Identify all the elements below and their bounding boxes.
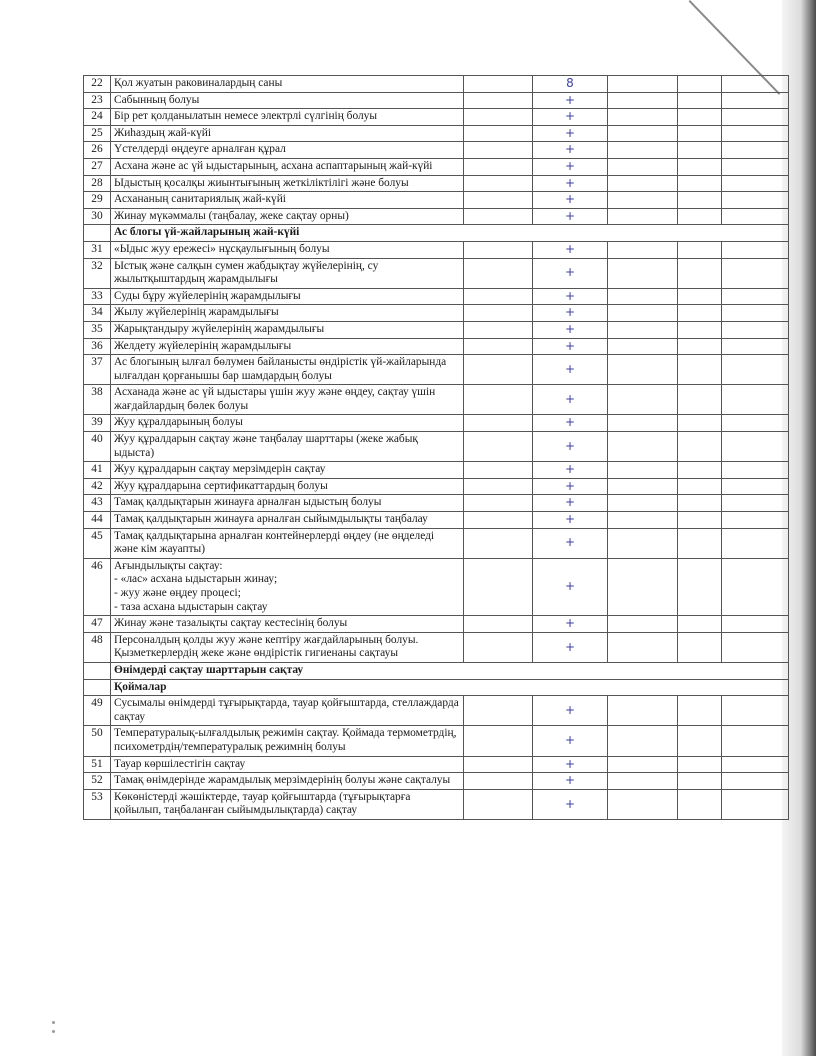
empty-cell bbox=[722, 142, 789, 159]
requirement-text: Жылу жүйелерінің жарамдылығы bbox=[111, 305, 464, 322]
handwritten-mark: + bbox=[533, 512, 608, 529]
requirement-text: Жуу құралдарының болуы bbox=[111, 415, 464, 432]
empty-cell bbox=[678, 415, 722, 432]
empty-cell bbox=[608, 495, 678, 512]
scan-speck bbox=[52, 1021, 55, 1024]
empty-cell bbox=[464, 558, 533, 615]
empty-cell bbox=[464, 696, 533, 726]
empty-cell bbox=[608, 109, 678, 126]
checklist-row bbox=[84, 158, 789, 175]
row-number: 43 bbox=[84, 495, 111, 512]
empty-cell bbox=[678, 109, 722, 126]
empty-cell bbox=[608, 558, 678, 615]
empty-cell bbox=[608, 175, 678, 192]
empty-cell bbox=[464, 355, 533, 385]
empty-cell bbox=[608, 125, 678, 142]
empty-cell bbox=[464, 158, 533, 175]
checklist-row bbox=[84, 76, 789, 93]
handwritten-mark: + bbox=[533, 773, 608, 790]
empty-cell bbox=[678, 175, 722, 192]
empty-cell bbox=[464, 756, 533, 773]
empty-cell bbox=[464, 321, 533, 338]
row-number: 42 bbox=[84, 478, 111, 495]
empty-cell bbox=[678, 158, 722, 175]
row-number: 27 bbox=[84, 158, 111, 175]
empty-cell bbox=[722, 632, 789, 662]
empty-cell bbox=[722, 773, 789, 790]
row-number: 22 bbox=[84, 76, 111, 93]
empty-cell bbox=[464, 632, 533, 662]
empty-cell bbox=[722, 109, 789, 126]
handwritten-mark: + bbox=[533, 192, 608, 209]
empty-cell bbox=[608, 305, 678, 322]
requirement-text: Температуралық-ылғалдылық режимін сақтау. Қоймада термометрдің, психометрдің/температуралық режимнің болуы bbox=[111, 726, 464, 756]
row-number: 45 bbox=[84, 528, 111, 558]
handwritten-mark: + bbox=[533, 241, 608, 258]
checklist-row bbox=[84, 208, 789, 225]
row-number: 26 bbox=[84, 142, 111, 159]
row-number: 24 bbox=[84, 109, 111, 126]
handwritten-mark: + bbox=[533, 462, 608, 479]
requirement-text: Тамақ қалдықтарын жинауға арналған ыдыстың болуы bbox=[111, 495, 464, 512]
checklist-row bbox=[84, 355, 789, 385]
handwritten-mark: + bbox=[533, 415, 608, 432]
requirement-text: Асханада және ас үй ыдыстары үшін жуу және өңдеу, сақтау үшін жағдайлардың бөлек болуы bbox=[111, 385, 464, 415]
requirement-text: Қол жуатын раковиналардың саны bbox=[111, 76, 464, 93]
row-number: 53 bbox=[84, 789, 111, 819]
requirement-line: Ағындылықты сақтау: bbox=[114, 559, 223, 572]
empty-cell bbox=[608, 616, 678, 633]
checklist-row bbox=[84, 125, 789, 142]
row-number: 48 bbox=[84, 632, 111, 662]
requirement-text: Жуу құралдарын сақтау және таңбалау шарттары (жеке жабық ыдыста) bbox=[111, 432, 464, 462]
requirement-text: Тауар көршілестігін сақтау bbox=[111, 756, 464, 773]
row-number bbox=[84, 679, 111, 696]
empty-cell bbox=[678, 241, 722, 258]
checklist-row bbox=[84, 789, 789, 819]
requirement-text: Суды бұру жүйелерінің жарамдылығы bbox=[111, 288, 464, 305]
requirement-text: Асхананың санитариялық жай-күйі bbox=[111, 192, 464, 209]
empty-cell bbox=[678, 696, 722, 726]
handwritten-mark: + bbox=[533, 756, 608, 773]
checklist-row bbox=[84, 321, 789, 338]
row-number: 34 bbox=[84, 305, 111, 322]
row-number: 36 bbox=[84, 338, 111, 355]
checklist-row bbox=[84, 462, 789, 479]
empty-cell bbox=[464, 208, 533, 225]
empty-cell bbox=[722, 241, 789, 258]
empty-cell bbox=[464, 432, 533, 462]
handwritten-mark: + bbox=[533, 258, 608, 288]
handwritten-mark: + bbox=[533, 495, 608, 512]
checklist-row bbox=[84, 632, 789, 662]
row-number: 29 bbox=[84, 192, 111, 209]
handwritten-mark: + bbox=[533, 558, 608, 615]
requirement-line: - таза асхана ыдыстарын сақтау bbox=[114, 600, 268, 613]
handwritten-mark: + bbox=[533, 696, 608, 726]
empty-cell bbox=[464, 338, 533, 355]
row-number: 52 bbox=[84, 773, 111, 790]
empty-cell bbox=[678, 432, 722, 462]
empty-cell bbox=[678, 125, 722, 142]
empty-cell bbox=[678, 258, 722, 288]
empty-cell bbox=[464, 385, 533, 415]
empty-cell bbox=[608, 726, 678, 756]
empty-cell bbox=[678, 616, 722, 633]
section-title bbox=[111, 662, 789, 679]
empty-cell bbox=[678, 355, 722, 385]
checklist-row bbox=[84, 142, 789, 159]
requirement-text: Бір рет қолданылатын немесе электрлі сүлгінің болуы bbox=[111, 109, 464, 126]
handwritten-mark: + bbox=[533, 528, 608, 558]
requirement-text: Көкөністерді жәшіктерде, тауар қойғыштарда (тұғырықтарға қойылып, таңбаланған сыйымдылықтарда) сақтау bbox=[111, 789, 464, 819]
row-number: 50 bbox=[84, 726, 111, 756]
section-header-row bbox=[84, 225, 789, 242]
row-number: 49 bbox=[84, 696, 111, 726]
inspection-checklist-table bbox=[83, 75, 789, 820]
empty-cell bbox=[464, 175, 533, 192]
empty-cell bbox=[678, 142, 722, 159]
checklist-row bbox=[84, 288, 789, 305]
handwritten-mark: + bbox=[533, 338, 608, 355]
requirement-text: Үстелдерді өңдеуге арналған құрал bbox=[111, 142, 464, 159]
row-number: 23 bbox=[84, 92, 111, 109]
empty-cell bbox=[608, 512, 678, 529]
checklist-row bbox=[84, 756, 789, 773]
empty-cell bbox=[722, 415, 789, 432]
handwritten-mark: + bbox=[533, 616, 608, 633]
checklist-row bbox=[84, 415, 789, 432]
empty-cell bbox=[608, 415, 678, 432]
empty-cell bbox=[464, 789, 533, 819]
row-number: 37 bbox=[84, 355, 111, 385]
row-number: 31 bbox=[84, 241, 111, 258]
empty-cell bbox=[722, 789, 789, 819]
row-number: 40 bbox=[84, 432, 111, 462]
checklist-row bbox=[84, 726, 789, 756]
empty-cell bbox=[722, 192, 789, 209]
empty-cell bbox=[722, 696, 789, 726]
row-number: 46 bbox=[84, 558, 111, 615]
empty-cell bbox=[722, 495, 789, 512]
handwritten-mark: + bbox=[533, 726, 608, 756]
section-title bbox=[111, 225, 789, 242]
empty-cell bbox=[608, 76, 678, 93]
empty-cell bbox=[464, 773, 533, 790]
handwritten-mark: + bbox=[533, 175, 608, 192]
checklist-row bbox=[84, 385, 789, 415]
handwritten-mark: + bbox=[533, 142, 608, 159]
empty-cell bbox=[722, 616, 789, 633]
empty-cell bbox=[608, 385, 678, 415]
empty-cell bbox=[722, 756, 789, 773]
empty-cell bbox=[608, 432, 678, 462]
empty-cell bbox=[678, 92, 722, 109]
empty-cell bbox=[464, 726, 533, 756]
empty-cell bbox=[678, 528, 722, 558]
checklist-row bbox=[84, 432, 789, 462]
checklist-row bbox=[84, 241, 789, 258]
checklist-row bbox=[84, 175, 789, 192]
empty-cell bbox=[722, 158, 789, 175]
empty-cell bbox=[608, 696, 678, 726]
empty-cell bbox=[722, 305, 789, 322]
empty-cell bbox=[608, 478, 678, 495]
checklist-row bbox=[84, 616, 789, 633]
empty-cell bbox=[608, 192, 678, 209]
empty-cell bbox=[464, 258, 533, 288]
empty-cell bbox=[678, 338, 722, 355]
empty-cell bbox=[608, 528, 678, 558]
checklist-row bbox=[84, 258, 789, 288]
empty-cell bbox=[608, 321, 678, 338]
empty-cell bbox=[608, 789, 678, 819]
empty-cell bbox=[678, 558, 722, 615]
requirement-line: - «лас» асхана ыдыстарын жинау; bbox=[114, 573, 278, 586]
requirement-text: Ыстық және салқын сумен жабдықтау жүйелерінің, су жылытқыштардың жарамдылығы bbox=[111, 258, 464, 288]
row-number: 51 bbox=[84, 756, 111, 773]
empty-cell bbox=[464, 512, 533, 529]
empty-cell bbox=[608, 258, 678, 288]
scan-speck bbox=[52, 1030, 55, 1033]
empty-cell bbox=[608, 158, 678, 175]
empty-cell bbox=[678, 478, 722, 495]
empty-cell bbox=[722, 462, 789, 479]
empty-cell bbox=[678, 76, 722, 93]
row-number: 44 bbox=[84, 512, 111, 529]
row-number: 28 bbox=[84, 175, 111, 192]
row-number: 47 bbox=[84, 616, 111, 633]
empty-cell bbox=[608, 208, 678, 225]
requirement-text: Ыдыстың қосалқы жиынтығының жеткіліктілігі және болуы bbox=[111, 175, 464, 192]
row-number: 35 bbox=[84, 321, 111, 338]
empty-cell bbox=[678, 385, 722, 415]
section-title bbox=[111, 679, 789, 696]
requirement-text: Ас блогының ылғал бөлумен байланысты өндірістік үй-жайларында ылғалдан қорғанышы бар шамдардың болуы bbox=[111, 355, 464, 385]
requirement-text: Асхана және ас үй ыдыстарының, асхана аспаптарының жай-күйі bbox=[111, 158, 464, 175]
empty-cell bbox=[678, 632, 722, 662]
empty-cell bbox=[678, 773, 722, 790]
empty-cell bbox=[678, 512, 722, 529]
empty-cell bbox=[722, 355, 789, 385]
requirement-text: Персоналдың қолды жуу және кептіру жағдайларының болуы. Қызметкерлердің жеке және өндірістік гигиенаны сақтауы bbox=[111, 632, 464, 662]
empty-cell bbox=[722, 432, 789, 462]
empty-cell bbox=[678, 495, 722, 512]
empty-cell bbox=[464, 109, 533, 126]
empty-cell bbox=[722, 558, 789, 615]
checklist-row bbox=[84, 696, 789, 726]
empty-cell bbox=[678, 208, 722, 225]
handwritten-mark: + bbox=[533, 125, 608, 142]
row-number bbox=[84, 225, 111, 242]
requirement-text: Жуу құралдарын сақтау мерзімдерін сақтау bbox=[111, 462, 464, 479]
empty-cell bbox=[678, 192, 722, 209]
empty-cell bbox=[722, 321, 789, 338]
empty-cell bbox=[722, 92, 789, 109]
checklist-row bbox=[84, 512, 789, 529]
empty-cell bbox=[464, 415, 533, 432]
empty-cell bbox=[464, 616, 533, 633]
requirement-text: Тамақ қалдықтарына арналған контейнерлерді өңдеу (не өңделеді және кім жауапты) bbox=[111, 528, 464, 558]
section-title-text: Қоймалар bbox=[114, 680, 167, 693]
empty-cell bbox=[608, 632, 678, 662]
checklist-row bbox=[84, 109, 789, 126]
handwritten-mark: + bbox=[533, 432, 608, 462]
requirement-text: Жинау және тазалықты сақтау кестесінің болуы bbox=[111, 616, 464, 633]
handwritten-mark: + bbox=[533, 321, 608, 338]
empty-cell bbox=[678, 305, 722, 322]
empty-cell bbox=[464, 495, 533, 512]
requirement-text: Желдету жүйелерінің жарамдылығы bbox=[111, 338, 464, 355]
row-number: 33 bbox=[84, 288, 111, 305]
requirement-text: «Ыдыс жуу ережесі» нұсқаулығының болуы bbox=[111, 241, 464, 258]
empty-cell bbox=[608, 241, 678, 258]
empty-cell bbox=[678, 288, 722, 305]
empty-cell bbox=[464, 528, 533, 558]
handwritten-mark: + bbox=[533, 789, 608, 819]
empty-cell bbox=[464, 92, 533, 109]
requirement-text: Жарықтандыру жүйелерінің жарамдылығы bbox=[111, 321, 464, 338]
empty-cell bbox=[464, 125, 533, 142]
row-number: 32 bbox=[84, 258, 111, 288]
row-number: 38 bbox=[84, 385, 111, 415]
empty-cell bbox=[464, 142, 533, 159]
empty-cell bbox=[722, 175, 789, 192]
empty-cell bbox=[608, 288, 678, 305]
checklist-body bbox=[84, 76, 789, 820]
empty-cell bbox=[722, 528, 789, 558]
handwritten-mark: + bbox=[533, 305, 608, 322]
handwritten-mark: + bbox=[533, 385, 608, 415]
empty-cell bbox=[722, 512, 789, 529]
checklist-row bbox=[84, 558, 789, 615]
empty-cell bbox=[678, 321, 722, 338]
empty-cell bbox=[608, 773, 678, 790]
empty-cell bbox=[464, 288, 533, 305]
empty-cell bbox=[722, 288, 789, 305]
empty-cell bbox=[608, 338, 678, 355]
empty-cell bbox=[722, 338, 789, 355]
empty-cell bbox=[464, 76, 533, 93]
requirement-text: Тамақ өнімдерінде жарамдылық мерзімдерінің болуы және сақталуы bbox=[111, 773, 464, 790]
checklist-row bbox=[84, 92, 789, 109]
handwritten-mark: + bbox=[533, 355, 608, 385]
empty-cell bbox=[678, 789, 722, 819]
empty-cell bbox=[608, 462, 678, 479]
empty-cell bbox=[722, 478, 789, 495]
handwritten-mark: + bbox=[533, 478, 608, 495]
empty-cell bbox=[608, 142, 678, 159]
handwritten-mark: + bbox=[533, 109, 608, 126]
requirement-text: Сусымалы өнімдерді тұғырықтарда, тауар қойғыштарда, стеллаждарда сақтау bbox=[111, 696, 464, 726]
empty-cell bbox=[608, 355, 678, 385]
empty-cell bbox=[722, 208, 789, 225]
checklist-row bbox=[84, 528, 789, 558]
empty-cell bbox=[678, 726, 722, 756]
checklist-row bbox=[84, 338, 789, 355]
requirement-text: Жуу құралдарына сертификаттардың болуы bbox=[111, 478, 464, 495]
empty-cell bbox=[722, 258, 789, 288]
empty-cell bbox=[464, 462, 533, 479]
empty-cell bbox=[608, 756, 678, 773]
handwritten-mark: 8 bbox=[533, 76, 608, 93]
checklist-row bbox=[84, 478, 789, 495]
row-number bbox=[84, 662, 111, 679]
checklist-row bbox=[84, 773, 789, 790]
empty-cell bbox=[464, 478, 533, 495]
section-title-text: Ас блогы үй-жайларының жай-күйі bbox=[114, 226, 300, 239]
handwritten-mark: + bbox=[533, 632, 608, 662]
handwritten-mark: + bbox=[533, 288, 608, 305]
requirement-line: - жуу және өңдеу процесі; bbox=[114, 587, 241, 599]
row-number: 30 bbox=[84, 208, 111, 225]
empty-cell bbox=[464, 192, 533, 209]
empty-cell bbox=[464, 305, 533, 322]
requirement-text: Жиhаздың жай-күйі bbox=[111, 125, 464, 142]
section-header-row bbox=[84, 679, 789, 696]
empty-cell bbox=[722, 385, 789, 415]
requirement-text: Тамақ қалдықтарын жинауға арналған сыйымдылықты таңбалау bbox=[111, 512, 464, 529]
empty-cell bbox=[722, 76, 789, 93]
empty-cell bbox=[464, 241, 533, 258]
requirement-text bbox=[111, 558, 464, 615]
checklist-row bbox=[84, 495, 789, 512]
section-header-row bbox=[84, 662, 789, 679]
empty-cell bbox=[608, 92, 678, 109]
checklist-row bbox=[84, 305, 789, 322]
row-number: 25 bbox=[84, 125, 111, 142]
requirement-text: Жинау мүкәммалы (таңбалау, жеке сақтау орны) bbox=[111, 208, 464, 225]
empty-cell bbox=[678, 756, 722, 773]
empty-cell bbox=[722, 726, 789, 756]
handwritten-mark: + bbox=[533, 208, 608, 225]
requirement-text: Сабынның болуы bbox=[111, 92, 464, 109]
row-number: 41 bbox=[84, 462, 111, 479]
section-title-text: Өнімдерді сақтау шарттарын сақтау bbox=[114, 663, 304, 676]
checklist-row bbox=[84, 192, 789, 209]
row-number: 39 bbox=[84, 415, 111, 432]
empty-cell bbox=[722, 125, 789, 142]
handwritten-mark: + bbox=[533, 92, 608, 109]
handwritten-mark: + bbox=[533, 158, 608, 175]
empty-cell bbox=[678, 462, 722, 479]
